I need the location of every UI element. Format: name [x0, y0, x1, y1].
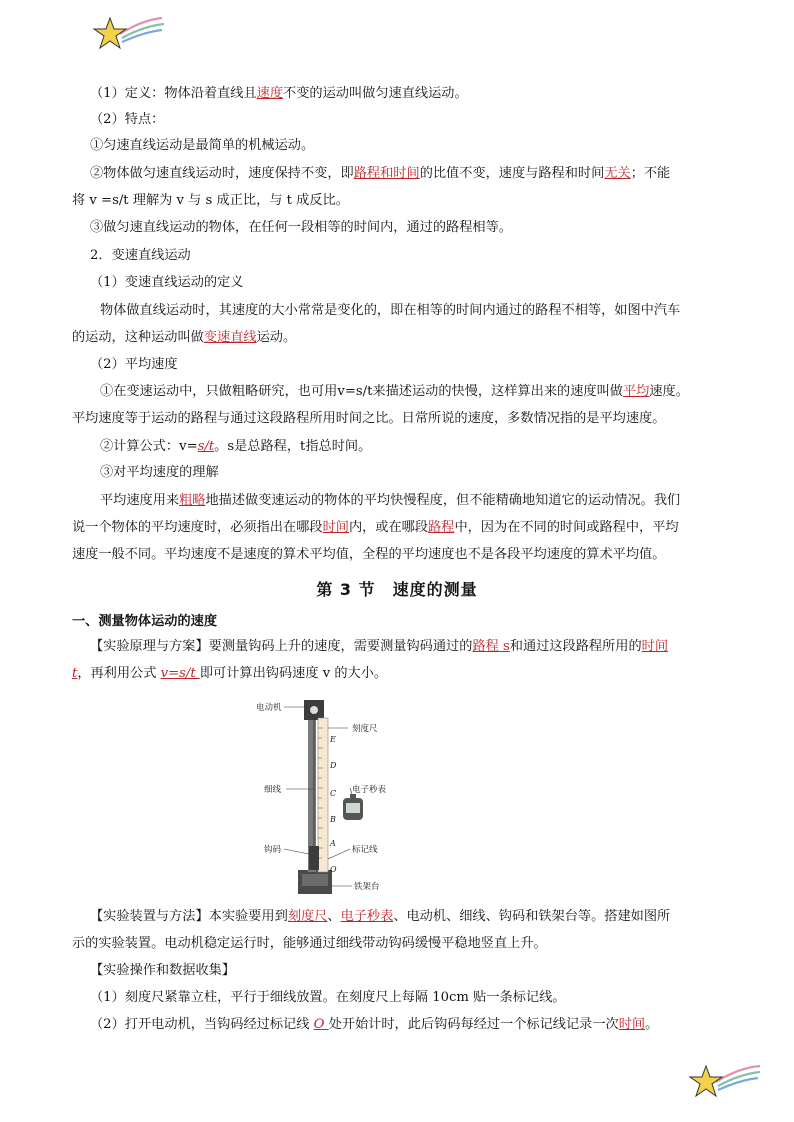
understanding-line1: 平均速度用来粗略地描述做变速运动的物体的平均快慢程度，但不能精确地知道它的运动情况。我们: [100, 493, 681, 508]
average-speed-item-1-cont: 平均速度等于运动的路程与通过这段路程所用时间之比。日常所说的速度，多数情况指的是平均速度。: [72, 411, 666, 426]
label-string: 细线: [264, 785, 282, 795]
mark-d: D: [330, 761, 337, 770]
operations-heading: 【实验操作和数据收集】: [90, 963, 236, 978]
operation-2: （2）打开电动机，当钩码经过标记线 O 处开始计时，此后钩码每经过一个标记线记录一次时间。: [90, 1017, 659, 1032]
weight: [309, 846, 319, 870]
principle-line2: t，再利用公式 v=s/t 即可计算出钩码速度 v 的大小。: [72, 666, 388, 681]
setup-line2: 示的实验装置。电动机稳定运行时，能够通过细线带动钩码缓慢平稳地竖直上升。: [72, 936, 547, 951]
mark-o: O: [330, 865, 337, 874]
feature-item-1: ①匀速直线运动是最简单的机械运动。: [90, 138, 315, 153]
average-speed-understanding-heading: ③对平均速度的理解: [100, 465, 219, 480]
average-speed-item-1: ①在变速运动中，只做粗略研究，也可用v=s/t来描述运动的快慢，这样算出来的速度叫做平均速度。: [100, 384, 689, 399]
label-weight: 钩码: [264, 845, 282, 855]
mark-e: E: [330, 735, 336, 744]
mark-a: A: [330, 839, 336, 848]
mark-c: C: [330, 789, 337, 798]
section-title: 第 3 节 速度的测量: [316, 580, 478, 599]
average-speed-heading: （2）平均速度: [90, 357, 178, 372]
understanding-line2: 说一个物体的平均速度时，必须指出在哪段时间内，或在哪段路程中，因为在不同的时间或路程中，平均: [72, 520, 679, 535]
feature-item-3: ③做匀速直线运动的物体，在任何一段相等的时间内，通过的路程相等。: [90, 220, 512, 235]
definition-paragraph: （1）定义：物体沿着直线且速度不变的运动叫做匀速直线运动。: [90, 86, 468, 101]
label-ruler: 刻度尺: [352, 724, 378, 734]
feature-heading: （2）特点：: [90, 112, 165, 127]
feature-item-2: ②物体做匀速直线运动时，速度保持不变，即路程和时间的比值不变，速度与路程和时间无关；不能: [90, 166, 671, 181]
label-mark: 标记线: [352, 845, 378, 855]
shooting-star-icon: [688, 1056, 764, 1102]
feature-item-2-cont: 将 v =s/t 理解为 v 与 s 成正比，与 t 成反比。: [72, 193, 349, 208]
stopwatch-icon: [343, 794, 363, 820]
apparatus-figure: [256, 694, 416, 899]
setup-line1: 【实验装置与方法】本实验要用到刻度尺、电子秒表、电动机、细线、钩码和铁架台等。搭建如图所: [90, 909, 671, 924]
label-motor: 电动机: [256, 703, 282, 713]
variable-motion-def-line2: 的运动，这种运动叫做变速直线运动。: [72, 330, 297, 345]
label-stand: 铁架台: [354, 882, 380, 892]
ruler: [318, 718, 328, 872]
variable-motion-def-line1: 物体做直线运动时，其速度的大小常常是变化的，即在相等的时间内通过的路程不相等，如图中汽车: [100, 303, 681, 318]
mark-b: B: [330, 815, 336, 824]
label-timer: 电子秒表: [352, 785, 387, 795]
variable-motion-def-heading: （1）变速直线运动的定义: [90, 275, 244, 290]
average-speed-formula: ②计算公式：v=s/t。s是总路程，t指总时间。: [100, 439, 372, 454]
understanding-line3: 速度一般不同。平均速度不是速度的算术平均值，全程的平均速度也不是各段平均速度的算术平均值。: [72, 547, 666, 562]
operation-1: （1）刻度尺紧靠立柱，平行于细线放置。在刻度尺上每隔 10cm 贴一条标记线。: [90, 990, 566, 1005]
principle-line1: 【实验原理与方案】要测量钩码上升的速度，需要测量钩码通过的路程 s和通过这段路程所用的时间: [90, 639, 669, 654]
part-heading: 一、测量物体运动的速度: [72, 614, 218, 629]
variable-motion-heading: 2．变速直线运动: [90, 248, 191, 263]
shooting-star-icon: [92, 12, 168, 58]
